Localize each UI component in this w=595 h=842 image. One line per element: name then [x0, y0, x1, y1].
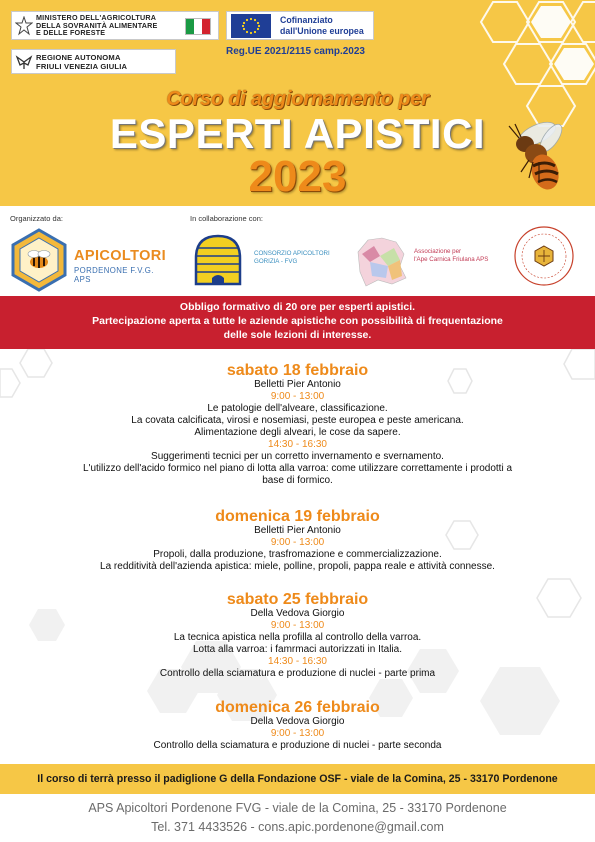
session-time: 9:00 - 13:00 [270, 391, 325, 402]
contact-info: Tel. 371 4433526 - cons.apic.pordenone@gmail.com [151, 820, 444, 834]
banner-line: Partecipazione aperta a tutte le aziende apistiche con possibilità di frequentazione [92, 315, 503, 327]
header-band [0, 0, 595, 206]
session-time: 9:00 - 13:00 [270, 537, 325, 548]
mandatory-training-banner [0, 296, 595, 349]
consorzio-name: CONSORZIO APICOLTORI GORIZIA - FVG [254, 250, 330, 265]
course-year: 2023 [248, 152, 347, 201]
session-topic: La tecnica apistica nella profilla al controllo della varroa. [173, 632, 422, 643]
eu-cofinanced-logo [226, 11, 374, 40]
session-time: 14:30 - 16:30 [268, 656, 327, 667]
apicoltori-pordenone-logo [10, 228, 170, 294]
italian-flag-icon [185, 18, 211, 35]
ape-carnica-logo [352, 232, 502, 292]
eagle-emblem-icon [12, 50, 36, 73]
consortium-seal-icon [512, 222, 576, 290]
eu-text: Cofinanziato dall'Unione europea [280, 15, 364, 36]
session-time: 9:00 - 13:00 [270, 620, 325, 631]
venue-bar: Il corso di terrà presso il padiglione G della Fondazione OSF - viale de la Comina, 25 - 33170 Pordenone [0, 764, 595, 794]
session-teacher: Belletti Pier Antonio [254, 379, 341, 390]
consorzio-gorizia-logo [190, 232, 350, 292]
session-topic: L'utilizzo dell'acido formico nel piano di lotta alla varroa: come utilizzare correttamente i prodotti a [82, 463, 513, 474]
session-teacher: Della Vedova Giorgio [250, 608, 345, 619]
session-day: sabato 25 febbraio [226, 591, 369, 608]
friuli-map-icon [352, 232, 410, 290]
region-name: REGIONE AUTONOMA FRIULI VENEZIA GIULIA [36, 52, 128, 71]
session-topic: Le patologie dell'alveare, classificazione. [207, 403, 388, 414]
session-topic: base di formico. [262, 475, 333, 486]
hexagon-bee-icon [10, 228, 68, 292]
bee-illustration [503, 116, 575, 194]
session-topic: Controllo della sciamatura e produzione di nuclei - parte prima [159, 668, 436, 679]
organizer-subtitle: PORDENONE F.V.G. APS [74, 266, 154, 284]
session-topic: Lotta alla varroa: i famrmaci autorizzati in Italia. [193, 644, 402, 655]
beehive-skep-icon [190, 232, 246, 288]
eu-flag-icon [231, 14, 271, 38]
ape-carnica-name: Associazione per l'Ape Carnica Friulana APS [414, 248, 489, 263]
session-topic: Propoli, dalla produzione, trasfromazione e commercializzazione. [153, 549, 442, 560]
course-title: ESPERTI APISTICI [109, 110, 486, 157]
organizer-name: APICOLTORI [74, 248, 167, 264]
session-topic: Alimentazione degli alveari, le cose da sapere. [194, 427, 401, 438]
session-block [0, 509, 595, 573]
regulation-label: Reg.UE 2021/2115 camp.2023 [226, 46, 365, 57]
session-day: domenica 19 febbraio [215, 508, 380, 525]
session-time: 14:30 - 16:30 [268, 439, 327, 450]
ministry-name: MINISTERO DELL'AGRICOLTURA DELLA SOVRANITÀ ALIMENTARE E DELLE FORESTE [36, 13, 158, 38]
session-day: domenica 26 febbraio [215, 699, 380, 716]
session-teacher: Belletti Pier Antonio [254, 525, 341, 536]
session-topic: Suggerimenti tecnici per un corretto invernamento e svernamento. [151, 451, 444, 462]
association-address: APS Apicoltori Pordenone FVG - viale de la Comina, 25 - 33170 Pordenone [88, 801, 507, 815]
session-block [0, 363, 595, 487]
course-subtitle: Corso di aggiornamento per [166, 88, 429, 110]
session-day: sabato 18 febbraio [226, 362, 369, 379]
banner-line: Obbligo formativo di 20 ore per esperti apistici. [179, 301, 416, 313]
banner-line: delle sole lezioni di interesse. [223, 329, 372, 341]
session-topic: Controllo della sciamatura e produzione di nuclei - parte seconda [153, 740, 442, 751]
italian-emblem-icon [12, 12, 36, 39]
collaboration-label: In collaborazione con: [190, 214, 263, 223]
session-teacher: Della Vedova Giorgio [250, 716, 345, 727]
session-block [0, 700, 595, 752]
session-topic: La covata calcificata, virosi e nosemiasi, peste europea e peste americana. [131, 415, 464, 426]
ministry-logo [11, 11, 219, 40]
session-block [0, 592, 595, 680]
region-logo [11, 49, 176, 74]
session-topic: La redditività dell'azienda apistica: miele, polline, propoli, pappa reale e attività connesse. [100, 561, 495, 572]
session-time: 9:00 - 13:00 [270, 728, 325, 739]
organized-by-label: Organizzato da: [10, 214, 63, 223]
